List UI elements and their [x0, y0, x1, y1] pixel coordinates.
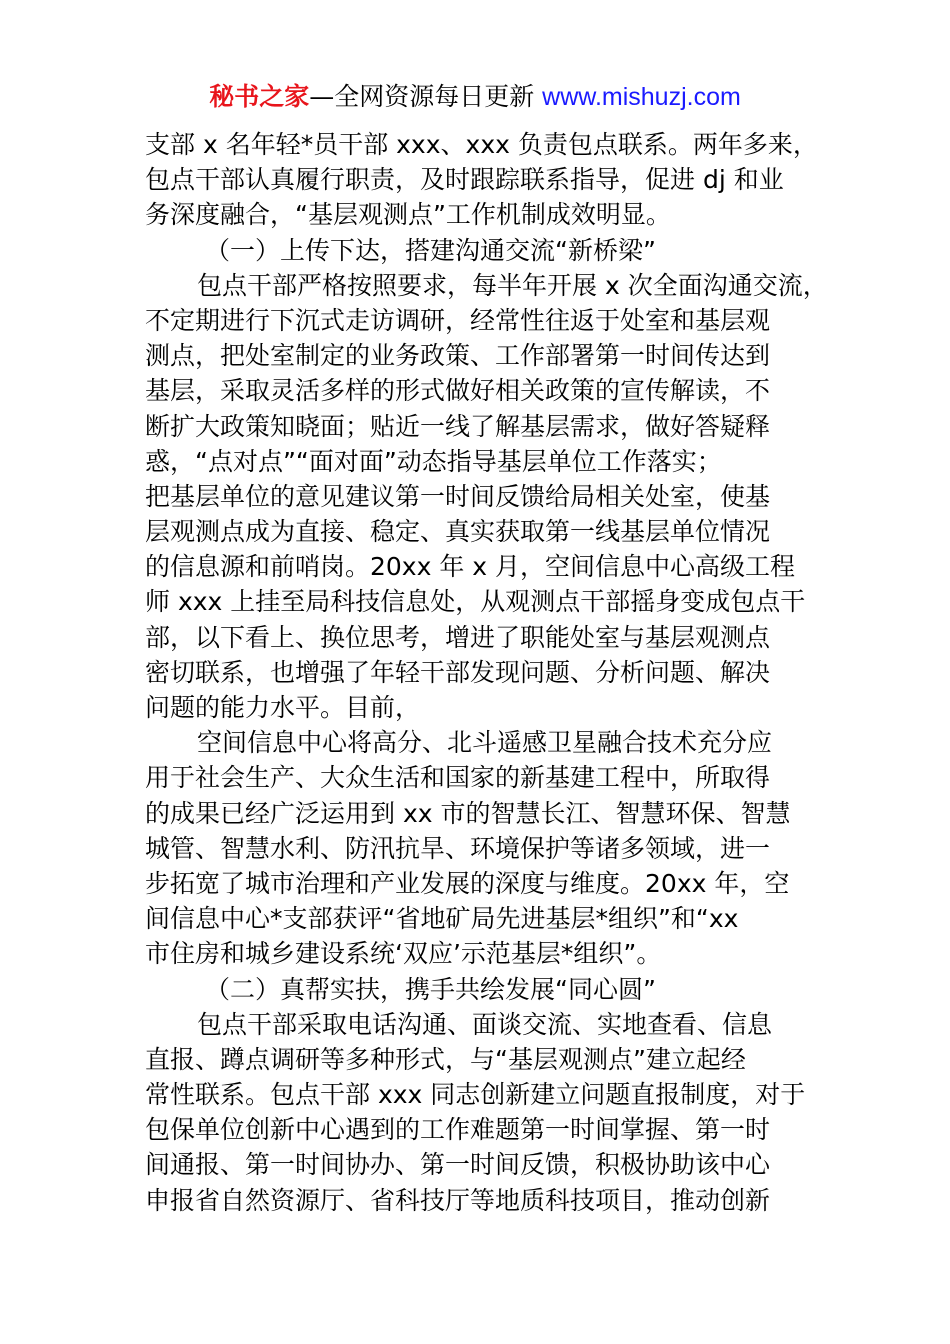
paragraph-start: 空间信息中心将高分、北斗遥感卫星融合技术充分应 [197, 728, 773, 758]
body-line: 把基层单位的意见建议第一时间反馈给局相关处室，使基 [145, 481, 771, 511]
site-url-link[interactable]: www.mishuzj.com [542, 83, 741, 111]
body-line: 包点干部认真履行职责，及时跟踪联系指导，促进 dj 和业 [145, 165, 784, 195]
body-line: 用于社会生产、大众生活和国家的新基建工程中，所取得 [145, 763, 771, 793]
body-line: 部，以下看上、换位思考，增进了职能处室与基层观测点 [145, 622, 771, 652]
body-line: 师 xxx 上挂至局科技信息处，从观测点干部摇身变成包点干 [145, 587, 806, 617]
body-line: 务深度融合，“基层观测点”工作机制成效明显。 [145, 200, 671, 230]
body-line: 包保单位创新中心遇到的工作难题第一时间掌握、第一时 [145, 1115, 771, 1145]
body-line: 支部 x 名年轻*员干部 xxx、xxx 负责包点联系。两年多来， [145, 130, 818, 159]
body-line: 的成果已经广泛运用到 xx 市的智慧长江、智慧环保、智慧 [145, 798, 791, 828]
body-line: 市住房和城乡建设系统‘双应’示范基层*组织”。 [145, 939, 662, 969]
body-line: 的信息源和前哨岗。20xx 年 x 月，空间信息中心高级工程 [145, 552, 796, 582]
body-line: 申报省自然资源厅、省科技厅等地质科技项目，推动创新 [145, 1185, 771, 1215]
body-line: 问题的能力水平。目前， [145, 693, 421, 722]
section-heading-2: （二）真帮实扶，携手共绘发展“同心圆” [205, 974, 656, 1004]
body-line: 常性联系。包点干部 xxx 同志创新建立问题直报制度，对于 [145, 1080, 806, 1110]
body-line: 基层，采取灵活多样的形式做好相关政策的宣传解读，不 [145, 376, 771, 406]
body-line: 不定期进行下沉式走访调研，经常性往返于处室和基层观 [145, 305, 771, 335]
banner-tagline: —全网资源每日更新 [309, 82, 543, 111]
body-line: 城管、智慧水利、防汛抗旱、环境保护等诸多领域，进一 [145, 833, 771, 863]
paragraph-start: 包点干部严格按照要求，每半年开展 x 次全面沟通交流， [197, 270, 828, 300]
site-banner [0, 80, 950, 114]
body-line: 层观测点成为直接、稳定、真实获取第一线基层单位情况 [145, 517, 771, 547]
body-line: 断扩大政策知晓面；贴近一线了解基层需求，做好答疑释 [145, 411, 771, 441]
body-line: 间通报、第一时间协办、第一时间反馈，积极协助该中心 [145, 1150, 771, 1180]
document-body [145, 127, 828, 1218]
body-line: 测点，把处室制定的业务政策、工作部署第一时间传达到 [145, 341, 771, 371]
body-line: 惑，“点对点”“面对面”动态指导基层单位工作落实； [145, 446, 722, 476]
body-line: 步拓宽了城市治理和产业发展的深度与维度。20xx 年，空 [145, 868, 790, 898]
section-heading-1: （一）上传下达，搭建沟通交流“新桥梁” [205, 235, 656, 265]
body-line: 密切联系，也增强了年轻干部发现问题、分析问题、解决 [145, 657, 771, 687]
paragraph-start: 包点干部采取电话沟通、面谈交流、实地查看、信息 [197, 1009, 773, 1039]
brand-name: 秘书之家 [209, 82, 310, 111]
body-line: 直报、蹲点调研等多种形式，与“基层观测点”建立起经 [145, 1044, 746, 1074]
body-line: 间信息中心*支部获评“省地矿局先进基层*组织”和“xx [145, 904, 739, 934]
